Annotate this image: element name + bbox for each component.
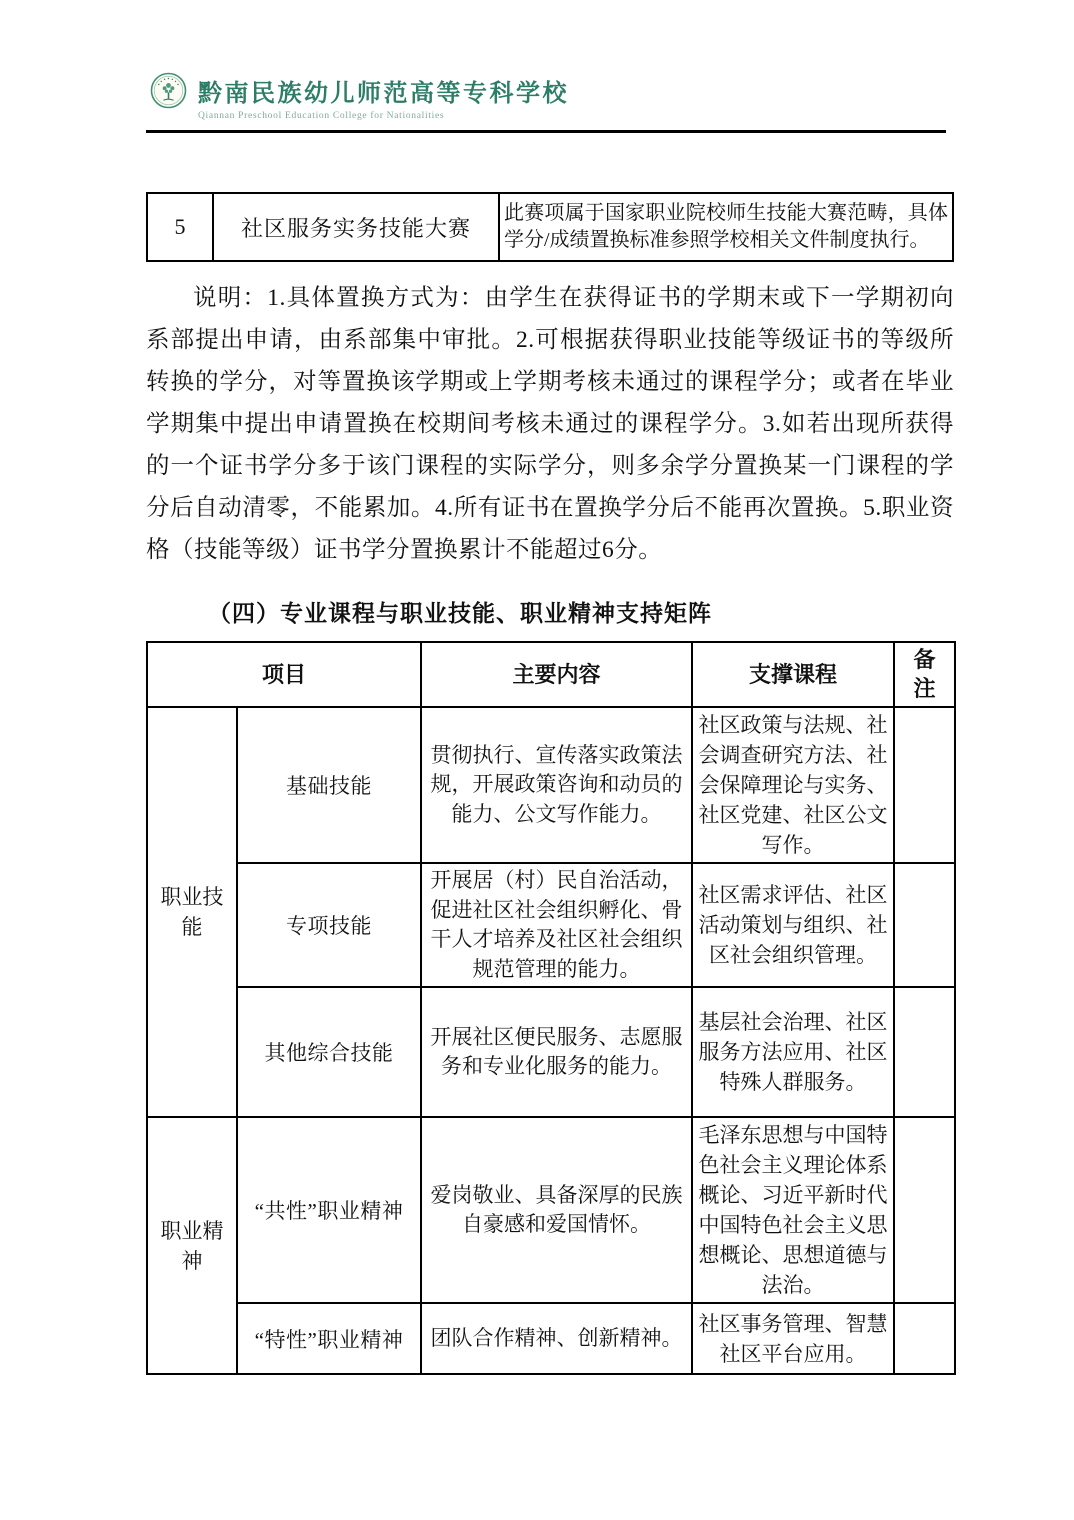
courses-cell: 社区事务管理、智慧社区平台应用。 [692, 1303, 894, 1374]
competition-note-cell: 此赛项属于国家职业院校师生技能大赛范畴，具体学分/成绩置换标准参照学校相关文件制度执行。 [499, 193, 953, 261]
table-row [147, 707, 955, 863]
header-content: 主要内容 [421, 642, 692, 707]
table-row [147, 1117, 955, 1303]
notes-paragraph: 说明：1.具体置换方式为：由学生在获得证书的学期末或下一学期初向系部提出申请，由系部集中审批。2.可根据获得职业技能等级证书的等级所转换的学分，对等置换该学期或上学期考核未通过的课程学分；或者在毕业学期集中提出申请置换在校期间考核未通过的课程学分。3.如若出现所获得的一个证书学分多于该门课程的实际学分，则多余学分置换某一门课程的学分后自动清零，不能累加。4.所有证书在置换学分后不能再次置换。5.职业资格（技能等级）证书学分置换累计不能超过6分。 [146, 285, 954, 564]
college-name-zh: 黔南民族幼儿师范高等专科学校 [198, 81, 569, 107]
header-remark-label: 备注 [913, 646, 936, 702]
courses-cell: 基层社会治理、社区服务方法应用、社区特殊人群服务。 [692, 987, 894, 1117]
competition-table [146, 192, 954, 262]
group-cell-spirit: 职业精神 [147, 1117, 237, 1374]
college-name-en: Qiannan Preschool Education College for Nationalities [198, 111, 445, 122]
page-content [146, 0, 954, 1375]
item-cell: “共性”职业精神 [237, 1117, 421, 1303]
remark-cell [894, 987, 955, 1117]
competition-index-cell: 5 [147, 193, 213, 261]
matrix-header-row [147, 642, 955, 707]
content-cell: 团队合作精神、创新精神。 [421, 1303, 692, 1374]
section-heading: （四）专业课程与职业技能、职业精神支持矩阵 [208, 600, 712, 626]
college-seal-icon [150, 72, 187, 114]
remark-cell [894, 1303, 955, 1374]
remark-cell [894, 707, 955, 863]
table-row [147, 1303, 955, 1374]
item-cell: “特性”职业精神 [237, 1303, 421, 1374]
remark-cell [894, 1117, 955, 1303]
content-cell: 开展社区便民服务、志愿服务和专业化服务的能力。 [421, 987, 692, 1117]
group-cell-skills: 职业技能 [147, 707, 237, 1117]
content-cell: 开展居（村）民自治活动，促进社区社会组织孵化、骨干人才培养及社区社会组织规范管理的能力。 [421, 863, 692, 987]
item-cell: 专项技能 [237, 863, 421, 987]
table-row [147, 987, 955, 1117]
item-cell: 其他综合技能 [237, 987, 421, 1117]
remark-cell [894, 863, 955, 987]
header-courses: 支撑课程 [692, 642, 894, 707]
courses-cell: 社区政策与法规、社会调查研究方法、社会保障理论与实务、社区党建、社区公文写作。 [692, 707, 894, 863]
header-remark [894, 642, 955, 707]
content-cell: 爱岗敬业、具备深厚的民族自豪感和爱国情怀。 [421, 1117, 692, 1303]
support-matrix-table [146, 641, 956, 1375]
header-project: 项目 [147, 642, 421, 707]
competition-row [147, 193, 953, 261]
college-names [198, 72, 569, 121]
item-cell: 基础技能 [237, 707, 421, 863]
content-cell: 贯彻执行、宣传落实政策法规，开展政策咨询和动员的能力、公文写作能力。 [421, 707, 692, 863]
courses-cell: 毛泽东思想与中国特色社会主义理论体系概论、习近平新时代中国特色社会主义思想概论、思想道德与法治。 [692, 1117, 894, 1303]
courses-cell: 社区需求评估、社区活动策划与组织、社区社会组织管理。 [692, 863, 894, 987]
header-rule [146, 130, 946, 133]
letterhead [150, 0, 954, 121]
table-row [147, 863, 955, 987]
competition-name-cell: 社区服务实务技能大赛 [213, 193, 499, 261]
